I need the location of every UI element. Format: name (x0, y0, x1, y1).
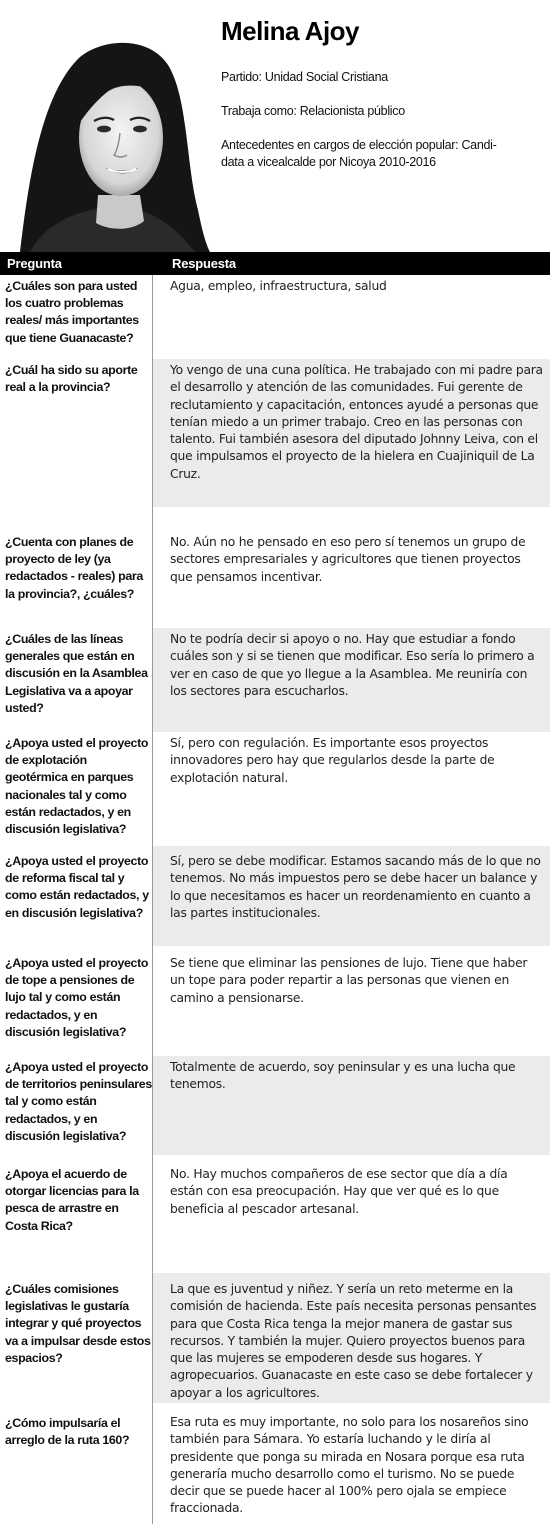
question-cell: ¿Cuáles comisiones legislativas le gustaría integrar y qué proyectos va a impulsar desde estos espacios? (5, 1282, 151, 1365)
job-line: Trabaja como: Relacionista público (221, 104, 405, 118)
answer-cell: Esa ruta es muy importante, no solo para los nosareños sino también para Sámara. Yo estaría luchando y le diría al presidente que ponga su mirada en Nosara porque esa ruta generaría mucho desarrollo como el turismo. No se puede decir que se puede hacer al 100% pero ojala se empiece fraccionada. (152, 1403, 550, 1524)
answer-cell: Totalmente de acuerdo, soy peninsular y es una lucha que tenemos. (152, 1056, 550, 1155)
history-line-1: Antecedentes en cargos de elección popular: Candi- (221, 138, 497, 152)
question-cell: ¿Cuál ha sido su aporte real a la provincia? (5, 363, 138, 395)
question-cell: ¿Cuáles son para usted los cuatro problemas reales/ más importantes que tiene Guanacaste? (5, 279, 139, 345)
answer-column-header: Respuesta (172, 256, 236, 271)
answer-cell: La que es juventud y niñez. Y sería un reto meterme en la comisión de hacienda. Este país necesita personas pensantes para que Costa Rica tenga la mejor manera de gastar sus recursos. Y también la mujer. Quiero proyectos buenos para que las mujeres se empoderen desde sus hogares. Y agropecuarios. Guanacaste en este caso se debe fortalecer y apoyar a los agricultores. (152, 1273, 550, 1403)
question-cell: ¿Apoya usted el proyecto de tope a pensiones de lujo tal y como están redactados, y en discusión legislativa? (5, 956, 149, 1039)
answer-cell: No te podría decir si apoyo o no. Hay que estudiar a fondo cuáles son y si se tienen que modificar. Eso sería lo primero a ver en caso de que yo llegue a la Asamblea. Me reuniría con los sectores para escucharlos. (152, 628, 550, 732)
qa-row-1 (0, 275, 550, 359)
history-line-2: data a vicealcalde por Nicoya 2010-2016 (221, 155, 436, 169)
qa-row-8 (0, 1056, 550, 1155)
question-cell: ¿Cuenta con planes de proyecto de ley (ya redactados - reales) para la provincia?, ¿cuáles? (5, 535, 143, 601)
question-cell: ¿Cómo impulsaría el arreglo de la ruta 160? (5, 1416, 130, 1448)
answer-cell: Sí, pero se debe modificar. Estamos sacando más de lo que no tenemos. No más impuestos pero se debe hacer un balance y lo que necesitamos es hacer un reordenamiento en cuanto a las partes institucionales. (152, 846, 550, 946)
candidate-portrait (10, 35, 210, 252)
answer-cell: Agua, empleo, infraestructura, salud (152, 275, 550, 359)
qa-row-6 (0, 846, 550, 946)
qa-row-3 (0, 507, 550, 628)
qa-row-5 (0, 732, 550, 846)
table-header (0, 252, 550, 275)
candidate-name: Melina Ajoy (221, 16, 360, 46)
question-cell: ¿Apoya usted el proyecto de explotación geotérmica en parques nacionales tal y como están redactados, y en discusión legislativa? (5, 736, 149, 837)
question-cell: ¿Apoya usted el proyecto de reforma fiscal tal y como están redactados, y en discusión legislativa? (5, 854, 149, 920)
qa-row-10 (0, 1273, 550, 1403)
answer-cell: No. Hay muchos compañeros de ese sector que día a día están con esa preocupación. Hay que ver qué es lo que beneficia al pescador artesanal. (152, 1155, 550, 1273)
qa-row-4 (0, 628, 550, 732)
candidate-header (0, 0, 550, 252)
question-cell: ¿Cuáles de las líneas generales que están en discusión en la Asamblea Legislativa va a apoyar usted? (5, 632, 148, 715)
question-column-header: Pregunta (7, 256, 62, 271)
question-cell: ¿Apoya usted el proyecto de territorios peninsulares tal y como están redactados, y en discusión legislativa? (5, 1060, 152, 1143)
answer-cell: Se tiene que eliminar las pensiones de lujo. Tiene que haber un tope para poder repartir a las personas que vienen en camino a pensionarse. (152, 946, 550, 1056)
answer-cell: Yo vengo de una cuna política. He trabajado con mi padre para el desarrollo y atención de las comunidades. Fui gerente de reclutamiento y capacitación, entonces ayudé a personas que tenían miedo a un primer trabajo. Creo en las personas con talento. Fui también asesora del diputado Johnny Leiva, con el que impulsamos el proyecto de la hielera en Cuajiniquil de La Cruz. (152, 359, 550, 507)
party-line: Partido: Unidad Social Cristiana (221, 70, 388, 84)
qa-row-9 (0, 1155, 550, 1273)
qa-row-7 (0, 946, 550, 1056)
answer-cell: Sí, pero con regulación. Es importante esos proyectos innovadores pero hay que regularlos desde la parte de explotación natural. (152, 732, 550, 846)
qa-row-11 (0, 1403, 550, 1524)
qa-row-2 (0, 359, 550, 507)
question-cell: ¿Apoya el acuerdo de otorgar licencias para la pesca de arrastre en Costa Rica? (5, 1167, 139, 1233)
answer-cell: No. Aún no he pensado en eso pero sí tenemos un grupo de sectores empresariales y agricultores que tienen proyectos que pensamos incentivar. (152, 507, 550, 628)
